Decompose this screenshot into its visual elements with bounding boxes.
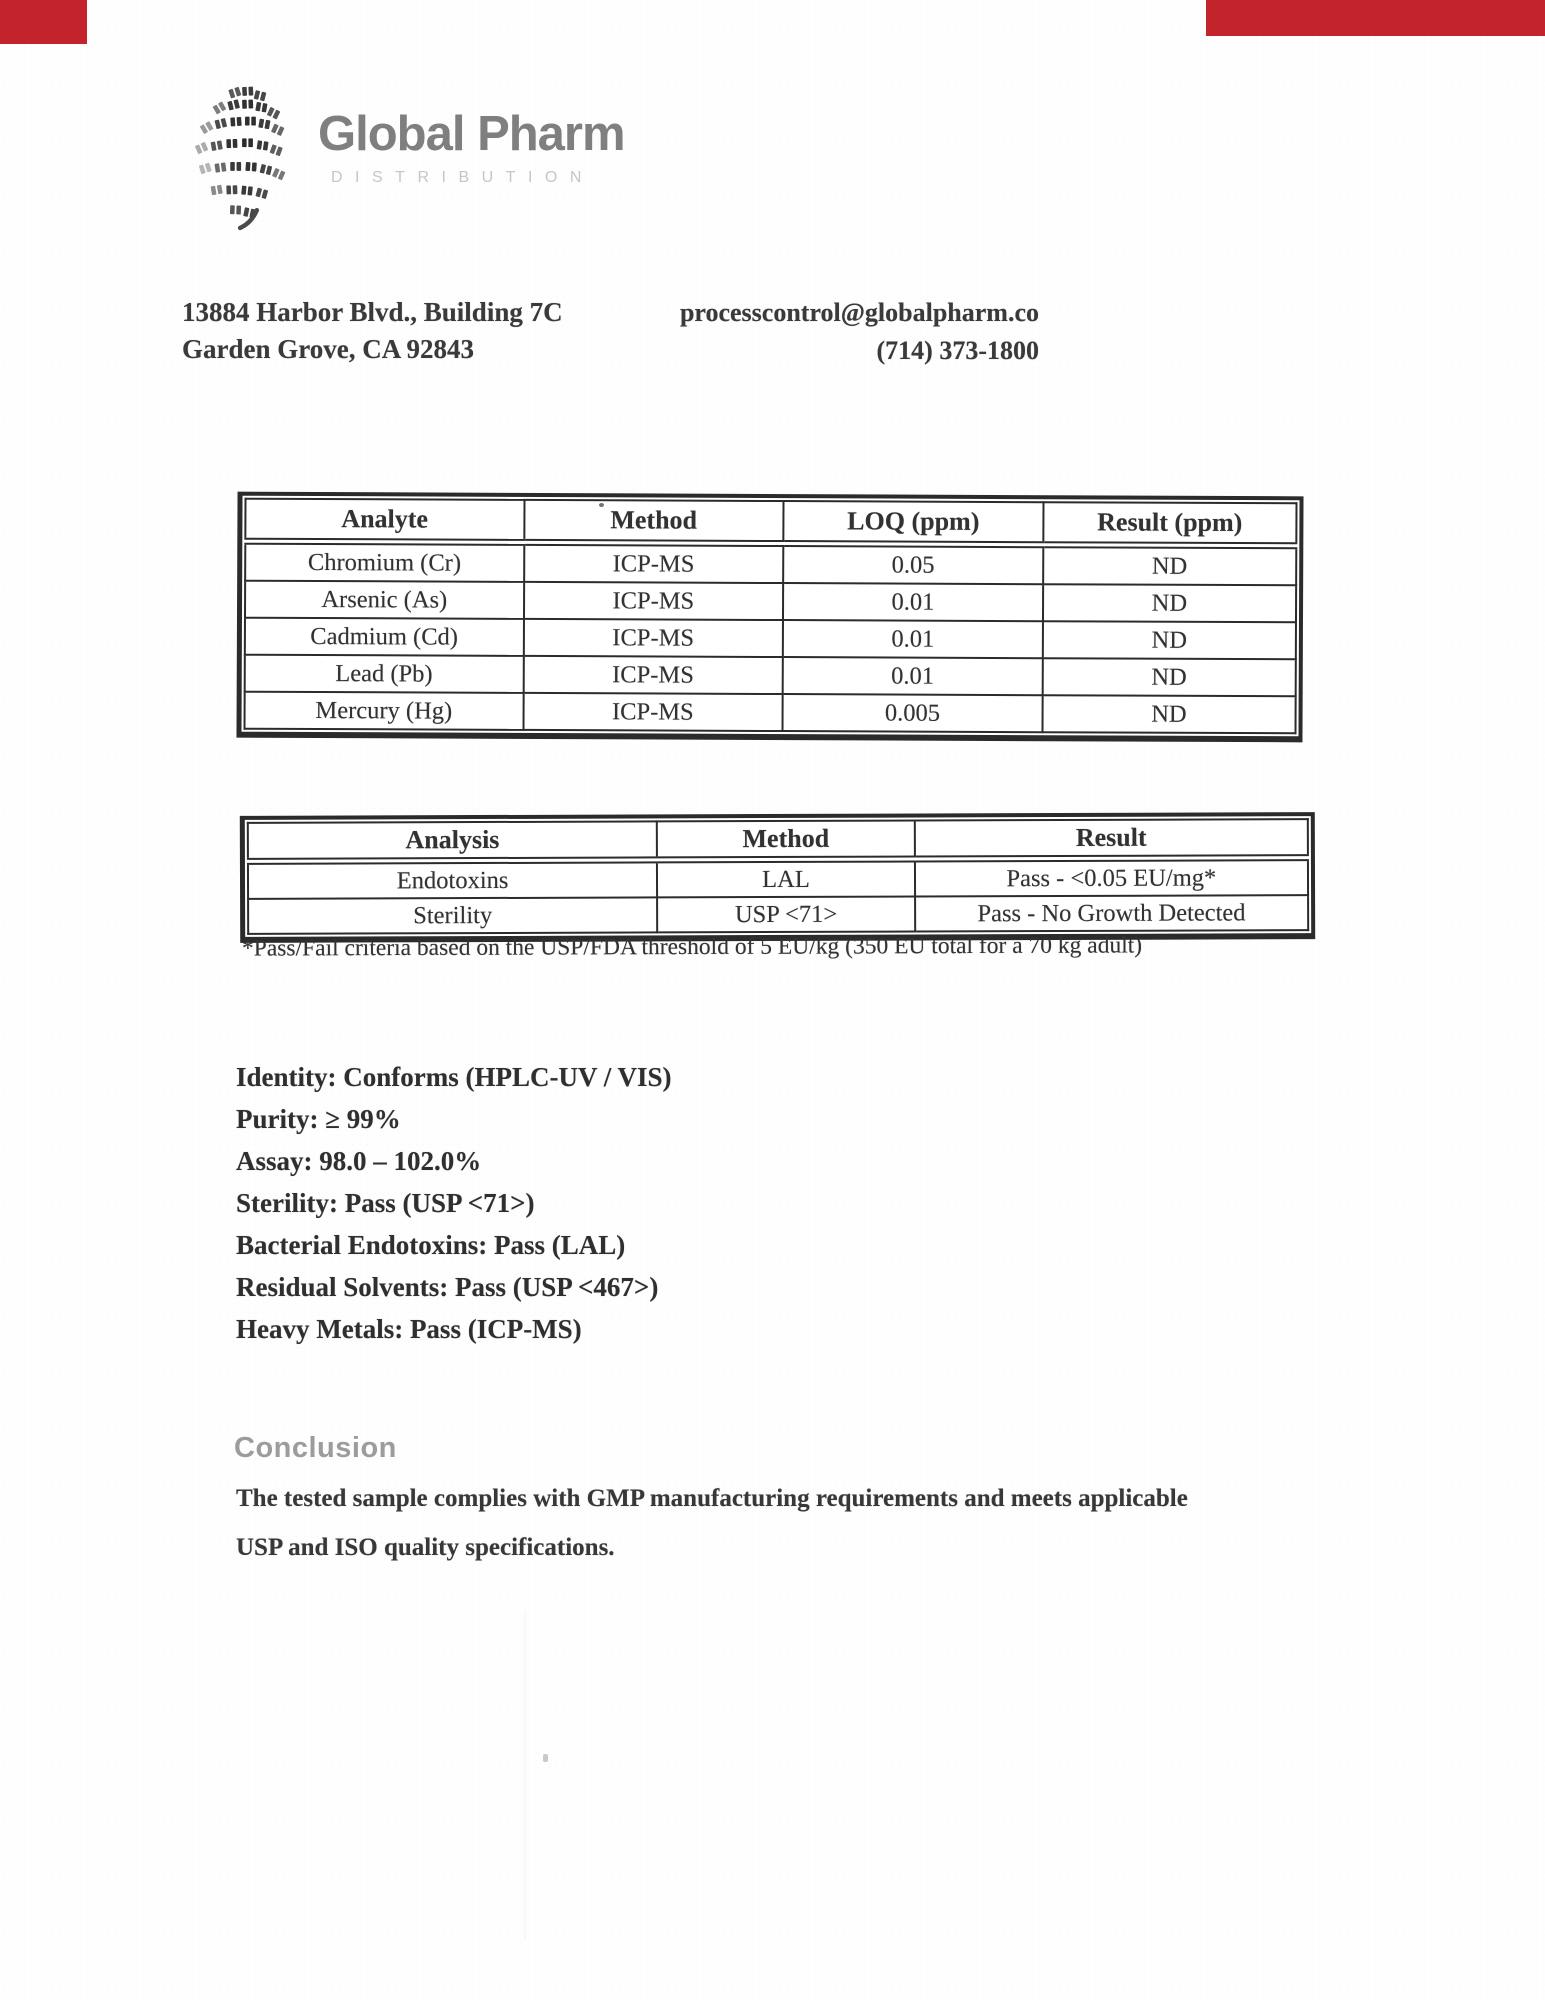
- scan-speck: [599, 503, 604, 507]
- table-cell: ND: [1042, 658, 1295, 696]
- company-contact: [680, 294, 1039, 370]
- column-header: Result (ppm): [1043, 502, 1296, 546]
- red-scan-artifact-top-right: [1206, 0, 1545, 36]
- table-cell: 0.01: [783, 583, 1043, 621]
- column-header: Method: [524, 500, 784, 544]
- spec-line: Residual Solvents: Pass (USP <467>): [236, 1272, 659, 1302]
- table-row: [245, 692, 1296, 734]
- table-cell: ICP-MS: [523, 619, 783, 657]
- column-header: Result: [915, 819, 1308, 859]
- column-header: Analyte: [245, 499, 524, 543]
- spec-line: Assay: 98.0 – 102.0%: [236, 1146, 482, 1176]
- table-cell: Chromium (Cr): [245, 541, 524, 582]
- table-cell: LAL: [657, 859, 915, 897]
- table-cell: Sterility: [248, 897, 657, 933]
- logo-wordmark: Global Pharm: [318, 107, 625, 161]
- table-cell: Lead (Pb): [245, 655, 524, 693]
- table-row: [245, 655, 1296, 697]
- conclusion-heading: Conclusion: [234, 1432, 397, 1464]
- column-header: LOQ (ppm): [783, 501, 1043, 545]
- address-line-1: 13884 Harbor Blvd., Building 7C: [182, 297, 563, 327]
- company-address: [182, 294, 563, 368]
- table-cell: USP <71>: [657, 897, 915, 933]
- logo-tagline: DISTRIBUTION: [331, 169, 594, 186]
- table-cell: Mercury (Hg): [245, 692, 524, 730]
- table-cell: ICP-MS: [523, 693, 783, 731]
- spec-line: Bacterial Endotoxins: Pass (LAL): [236, 1230, 626, 1260]
- analysis-results-table: [247, 818, 1309, 935]
- contact-phone: (714) 373-1800: [876, 336, 1039, 365]
- table-cell: Cadmium (Cd): [245, 618, 524, 656]
- conclusion-line: The tested sample complies with GMP manufacturing requirements and meets applicable: [236, 1485, 1188, 1512]
- table-cell: Pass - No Growth Detected: [915, 895, 1308, 931]
- spec-line: Sterility: Pass (USP <71>): [236, 1188, 535, 1218]
- conclusion-body: [236, 1474, 1188, 1572]
- header-row: [248, 819, 1308, 861]
- table-cell: ICP-MS: [523, 656, 783, 694]
- endotoxin-criteria-footnote: *Pass/Fail criteria based on the USP/FDA threshold of 5 EU/kg (350 EU total for a 70 kg adult): [241, 932, 1143, 962]
- table-row: [245, 618, 1296, 660]
- heavy-metals-table: [244, 498, 1298, 735]
- table-cell: Pass - <0.05 EU/mg*: [915, 858, 1308, 897]
- scan-speck: [543, 1754, 548, 1762]
- spec-line: Purity: ≥ 99%: [236, 1104, 401, 1134]
- globalpharm-globe-logo-icon: [183, 84, 311, 234]
- table-cell: ICP-MS: [524, 542, 784, 583]
- table-cell: ICP-MS: [523, 582, 783, 620]
- column-header: Analysis: [248, 821, 657, 861]
- table-row: [245, 581, 1296, 623]
- table-row: [248, 858, 1308, 899]
- table-cell: 0.01: [783, 657, 1043, 695]
- scan-fold-line: [524, 1610, 526, 1940]
- table-cell: 0.05: [783, 544, 1043, 585]
- table-cell: 0.005: [783, 694, 1043, 732]
- table-row: [245, 541, 1296, 585]
- table-cell: ND: [1043, 545, 1296, 586]
- table-cell: 0.01: [783, 620, 1043, 658]
- heavy-metals-table-frame: [236, 492, 1303, 743]
- contact-email: processcontrol@globalpharm.co: [679, 298, 1039, 327]
- header-row: [245, 499, 1296, 546]
- column-header: Method: [657, 821, 915, 860]
- red-scan-artifact-top-left: [0, 0, 87, 44]
- address-line-2: Garden Grove, CA 92843: [182, 334, 474, 364]
- table-row: [248, 895, 1308, 934]
- spec-line: Heavy Metals: Pass (ICP-MS): [236, 1314, 582, 1344]
- table-cell: Endotoxins: [248, 860, 657, 899]
- table-cell: ND: [1043, 621, 1296, 659]
- analysis-results-table-frame: [240, 812, 1315, 943]
- specifications-list: [236, 1056, 672, 1350]
- logo-lockup: [318, 106, 625, 187]
- table-cell: ND: [1043, 584, 1296, 622]
- table-cell: ND: [1042, 695, 1295, 733]
- conclusion-line: USP and ISO quality specifications.: [236, 1534, 615, 1561]
- spec-line: Identity: Conforms (HPLC-UV / VIS): [236, 1062, 672, 1092]
- table-cell: Arsenic (As): [245, 581, 524, 619]
